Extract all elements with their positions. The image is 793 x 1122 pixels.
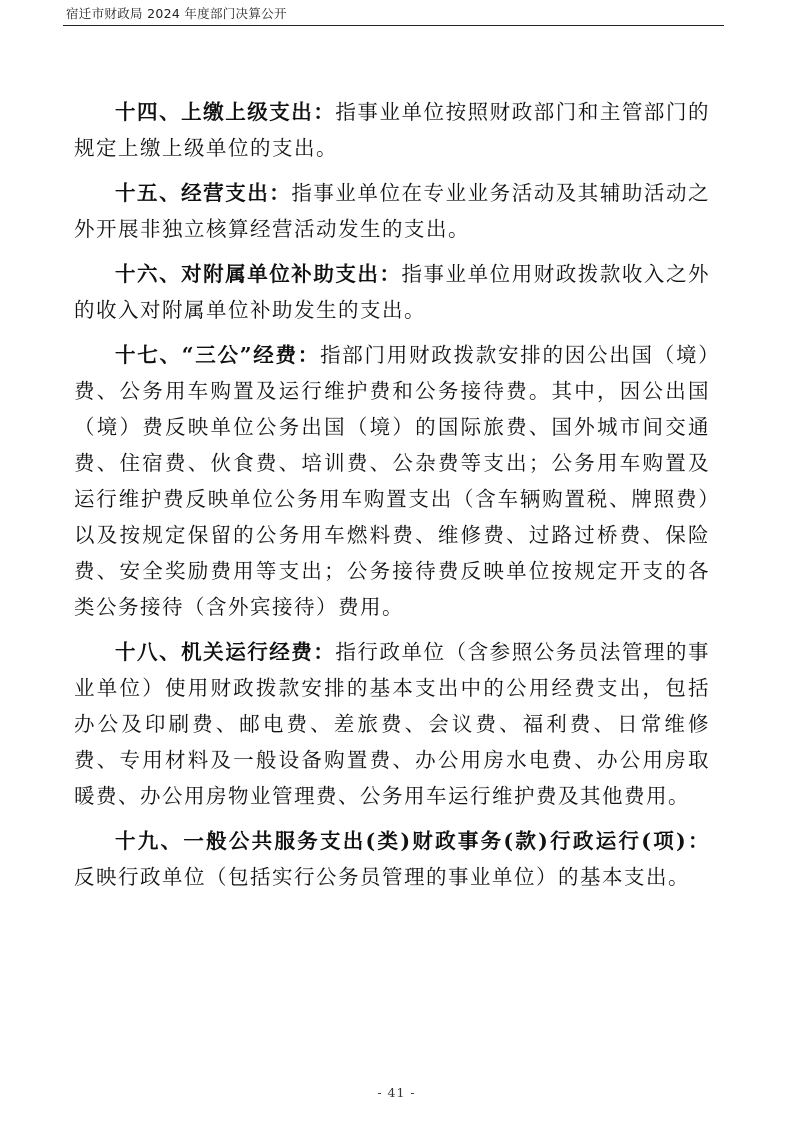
definition-16: 指事业单位用财政拨款收入之外的收入对附属单位补助发生的支出。 [74, 262, 710, 322]
term-18: 十八、机关运行经费： [115, 640, 336, 664]
term-15: 十五、经营支出： [115, 181, 292, 205]
paragraph-19 [74, 823, 710, 895]
document-body [74, 94, 710, 904]
paragraph-14 [74, 94, 710, 166]
definition-18: 指行政单位（含参照公务员法管理的事业单位）使用财政拨款安排的基本支出中的公用经费支出，包括办公及印刷费、邮电费、差旅费、会议费、福利费、日常维修费、专用材料及一般设备购置费、办公用房水电费、办公用房取暖费、办公用房物业管理费、公务用车运行维护费及其他费用。 [74, 640, 711, 808]
term-16: 十六、对附属单位补助支出： [115, 262, 402, 286]
paragraph-15 [74, 175, 710, 247]
term-17: 十七、“三公”经费： [115, 343, 321, 367]
definition-19: 反映行政单位（包括实行公务员管理的事业单位）的基本支出。 [74, 865, 690, 889]
term-14: 十四、上缴上级支出： [115, 100, 336, 124]
definition-14: 指事业单位按照财政部门和主管部门的规定上缴上级单位的支出。 [74, 100, 711, 160]
paragraph-17 [74, 337, 710, 625]
page-number: - 41 - [377, 1085, 416, 1100]
page-header-title: 宿迁市财政局 2024 年度部门决算公开 [66, 6, 287, 21]
definition-15: 指事业单位在专业业务活动及其辅助活动之外开展非独立核算经营活动发生的支出。 [74, 181, 711, 241]
term-19: 十九、一般公共服务支出(类)财政事务(款)行政运行(项)： [115, 829, 710, 853]
header-divider [63, 25, 724, 26]
paragraph-18 [74, 634, 710, 814]
definition-17: 指部门用财政拨款安排的因公出国（境）费、公务用车购置及运行维护费和公务接待费。其中，因公出国（境）费反映单位公务出国（境）的国际旅费、国外城市间交通费、住宿费、伙食费、培训费、公杂费等支出；公务用车购置及运行维护费反映单位公务用车购置支出（含车辆购置税、牌照费）以及按规定保留的公务用车燃料费、维修费、过路过桥费、保险费、安全奖励费用等支出；公务接待费反映单位按规定开支的各类公务接待（含外宾接待）费用。 [74, 343, 711, 619]
paragraph-16 [74, 256, 710, 328]
